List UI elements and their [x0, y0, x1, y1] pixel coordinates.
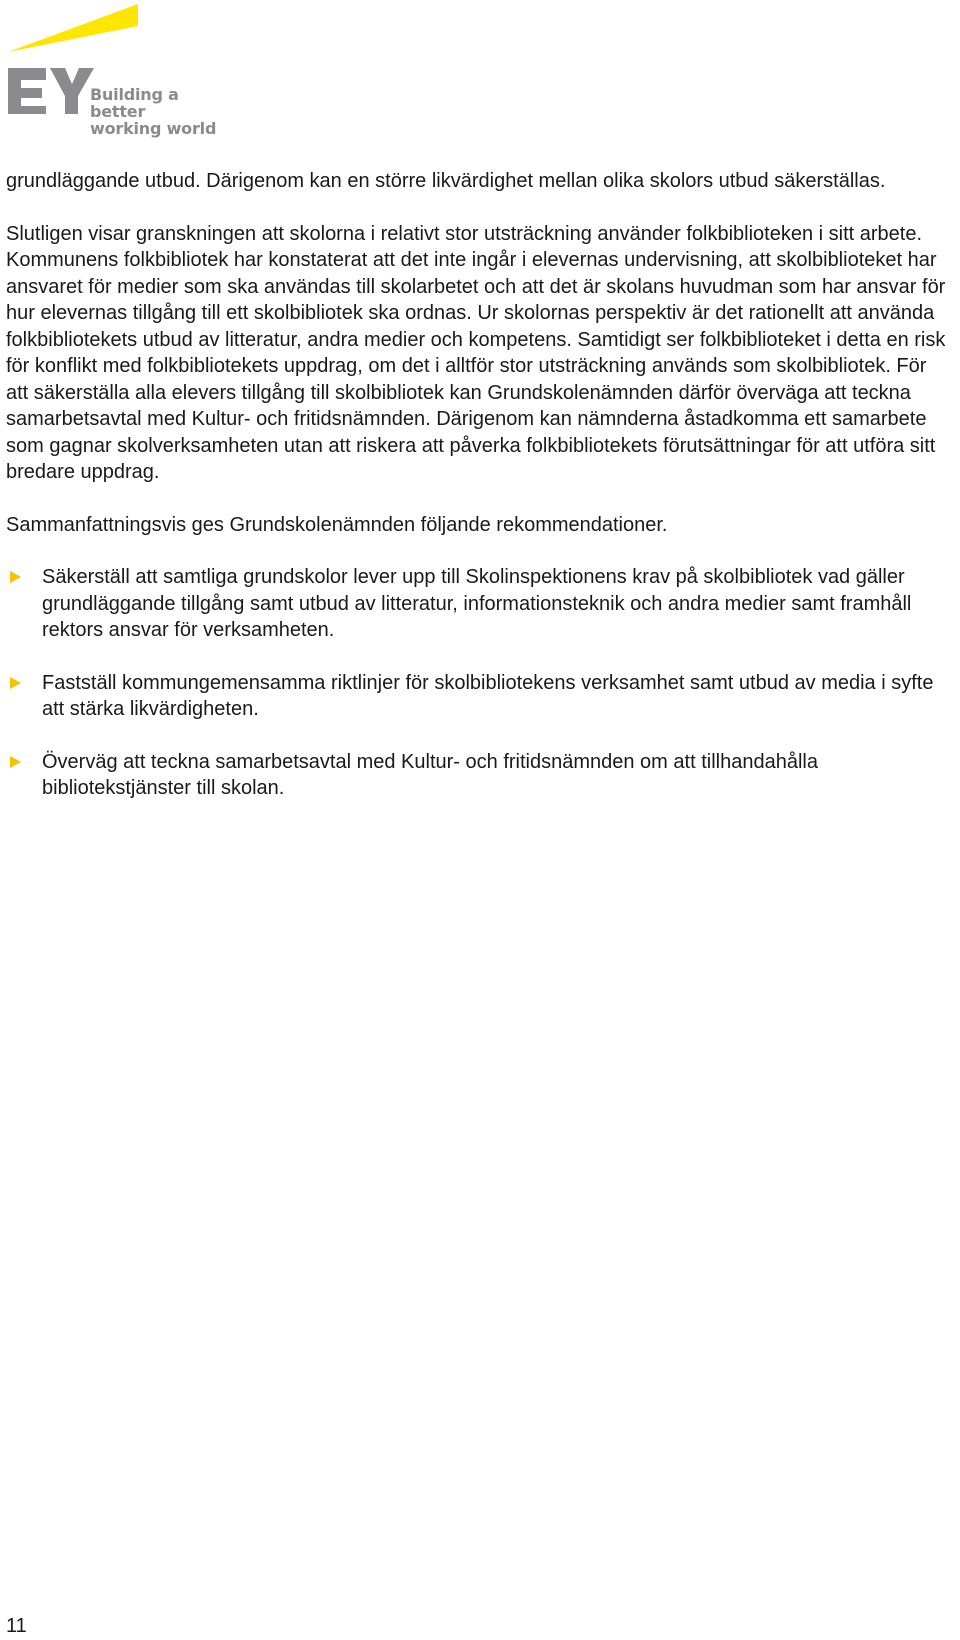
recommendation-text: Överväg att teckna samarbetsavtal med Kultur- och fritidsnämnden om att tillhandahålla bibliotekstjänster till skolan.: [42, 750, 818, 799]
paragraph: Slutligen visar granskningen att skolorna i relativt stor utsträckning använder folkbiblioteken i sitt arbete. Kommunens folkbibliotek har konstaterat att det inte ingår i elevernas undervisning, att skolbiblioteket har ansvaret för medier som ska användas till skolarbetet och att det är skolans huvudman som har ansvar för hur elevernas tillgång till ett skolbibliotek ska ordnas. Ur skolornas perspektiv är det rationellt att använda folkbibliotekets utbud av litteratur, andra medier och kompetens. Samtidigt ser folkbiblioteket i detta en risk för konflikt med folkbibliotekets uppdrag, om det i alltför stor utsträckning används som skolbibliotek. För att säkerställa alla elevers tillgång till skolbibliotek kan Grundskolenämnden därför överväga att teckna samarbetsavtal med Kultur- och fritidsnämnden. Därigenom kan nämnderna åstadkomma ett samarbete som gagnar skolverksamheten utan att riskera att påverka folkbibliotekets förutsättningar för att utföra sitt bredare uppdrag.: [6, 222, 946, 483]
ey-logo-letter-y: [50, 68, 94, 114]
page-number: 11: [6, 1615, 27, 1637]
ey-logo-beam: [8, 4, 138, 52]
recommendation-item: [6, 749, 954, 802]
ey-tagline: [90, 86, 228, 137]
document-body: [6, 168, 954, 828]
recommendation-text: Fastställ kommungemensamma riktlinjer för skolbibliotekens verksamhet samt utbud av media i syfte att stärka likvärdigheten.: [42, 671, 934, 720]
triangle-bullet-icon: [10, 677, 21, 689]
recommendation-text: Säkerställ att samtliga grundskolor lever upp till Skolinspektionens krav på skolbibliotek vad gäller grundläggande tillgång samt utbud av litteratur, informationsteknik och andra medier samt framhåll rektors ansvar för verksamheten.: [42, 566, 912, 641]
recommendation-list: [6, 564, 954, 802]
paragraph: grundläggande utbud. Därigenom kan en större likvärdighet mellan olika skolors utbud säkerställas.: [6, 170, 886, 192]
ey-tagline-line1: Building a better: [90, 85, 179, 121]
ey-logo-letter-e: [8, 68, 46, 114]
paragraph: Sammanfattningsvis ges Grundskolenämnden följande rekommendationer.: [6, 513, 668, 536]
triangle-bullet-icon: [10, 756, 21, 768]
ey-tagline-line2: working world: [90, 119, 217, 138]
recommendation-item: [6, 564, 954, 644]
ey-logo: [8, 4, 228, 138]
triangle-bullet-icon: [10, 571, 21, 583]
recommendation-item: [6, 670, 954, 723]
